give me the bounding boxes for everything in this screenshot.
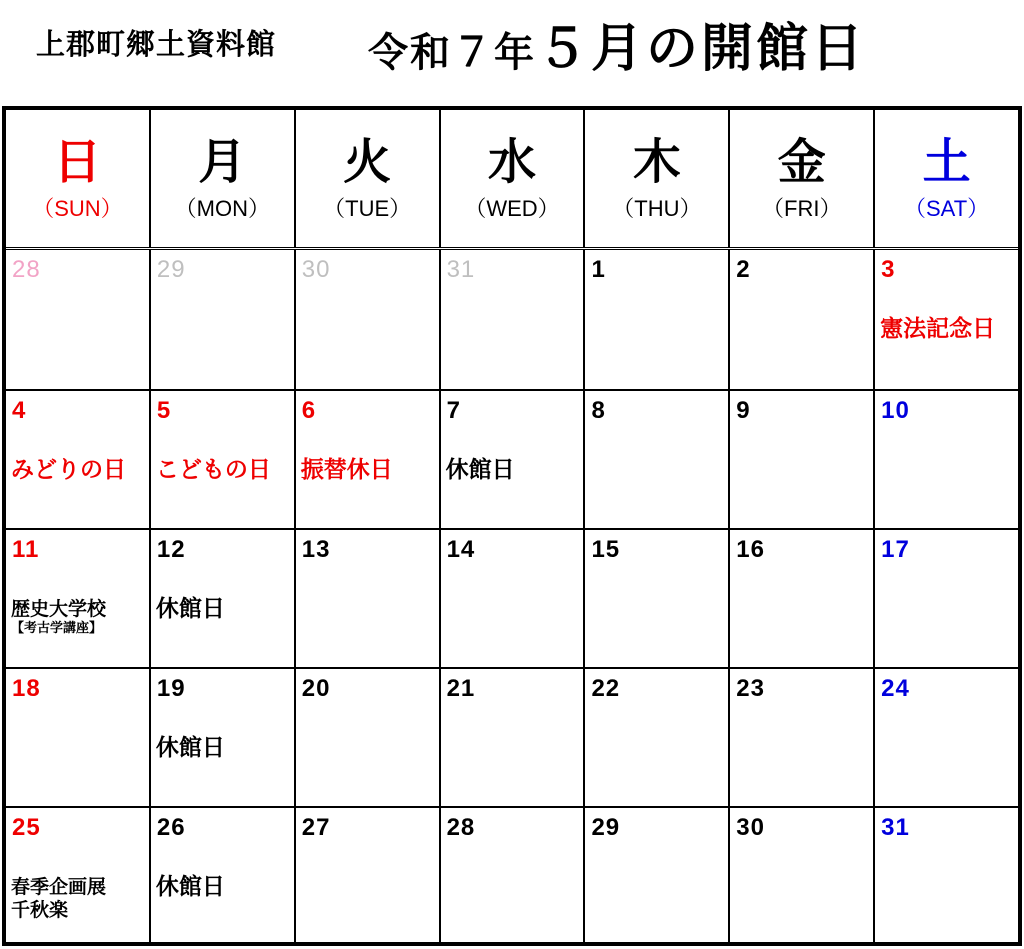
day-number: 21 [446, 675, 476, 702]
day-number: 30 [301, 256, 331, 283]
day-cell [294, 808, 439, 945]
day-number: 7 [446, 397, 461, 424]
weekday-jp: 金 [777, 133, 826, 190]
closed-label: 休館日 [155, 735, 225, 761]
day-cell [439, 669, 584, 806]
day-cell [6, 391, 149, 528]
weekday-en: （SUN） [32, 195, 123, 221]
weekday-jp: 日 [53, 133, 102, 190]
day-cell [294, 530, 439, 667]
day-cell [728, 808, 873, 945]
weekday-header-fri [728, 110, 873, 247]
day-number: 25 [12, 814, 41, 841]
holiday-label: 振替休日 [300, 457, 393, 483]
day-cell [439, 250, 584, 389]
day-number: 14 [446, 536, 476, 563]
day-number: 17 [881, 536, 910, 563]
weekday-header-row [6, 110, 1018, 250]
day-cell [728, 391, 873, 528]
day-number: 23 [736, 675, 765, 702]
day-cell [873, 808, 1018, 945]
day-number: 18 [12, 675, 41, 702]
weekday-en: （WED） [464, 195, 560, 221]
closed-label: 休館日 [155, 596, 225, 622]
day-cell [583, 530, 728, 667]
day-number: 19 [156, 675, 186, 702]
day-number: 15 [591, 536, 621, 563]
weekday-jp: 水 [488, 133, 537, 190]
day-number: 12 [156, 536, 186, 563]
weekday-jp: 月 [198, 133, 247, 190]
weekday-header-thu [583, 110, 728, 247]
day-number: 27 [301, 814, 331, 841]
museum-name: 上郡町郷土資料館 [36, 27, 277, 61]
day-cell [6, 250, 149, 389]
day-number: 10 [881, 397, 910, 424]
title-bar [0, 0, 1024, 100]
week-row-5 [6, 806, 1018, 945]
weekday-header-wed [439, 110, 584, 247]
calendar-era-year: 令和７年 [368, 30, 536, 76]
day-cell [149, 669, 294, 806]
day-cell [294, 669, 439, 806]
weekday-header-mon [149, 110, 294, 247]
day-cell [873, 250, 1018, 389]
event-label [11, 598, 106, 636]
week-row-2 [6, 389, 1018, 528]
event-label [11, 876, 106, 922]
day-number: 28 [446, 814, 476, 841]
day-number: 1 [591, 256, 606, 283]
day-number: 31 [446, 256, 476, 283]
day-cell [873, 669, 1018, 806]
day-number: 29 [156, 256, 186, 283]
day-number: 4 [12, 397, 27, 424]
event-title-line2: 千秋楽 [11, 898, 69, 921]
day-number: 31 [881, 814, 910, 841]
day-number: 30 [736, 814, 765, 841]
weekday-en: （MON） [174, 195, 270, 221]
event-title: 春季企画展 [11, 876, 107, 898]
event-subtitle: 【考古学講座】 [11, 620, 103, 636]
weekday-en: （THU） [612, 195, 702, 221]
day-cell [873, 530, 1018, 667]
holiday-label: 憲法記念日 [880, 316, 996, 342]
day-number: 9 [736, 397, 751, 424]
day-cell [6, 530, 149, 667]
weekday-header-sat [873, 110, 1018, 247]
day-number: 29 [591, 814, 621, 841]
day-cell [294, 250, 439, 389]
day-number: 2 [736, 256, 751, 283]
weekday-en: （FRI） [762, 195, 842, 221]
day-number: 20 [301, 675, 331, 702]
day-cell [583, 391, 728, 528]
holiday-label: こどもの日 [155, 457, 271, 483]
day-cell [439, 530, 584, 667]
day-cell [6, 669, 149, 806]
day-cell [149, 250, 294, 389]
day-cell [583, 250, 728, 389]
day-number: 5 [156, 397, 172, 424]
day-cell [149, 530, 294, 667]
day-cell [149, 391, 294, 528]
week-row-1 [6, 250, 1018, 389]
weekday-header-tue [294, 110, 439, 247]
day-cell [439, 808, 584, 945]
day-number: 22 [591, 675, 621, 702]
day-cell [294, 391, 439, 528]
day-cell [583, 808, 728, 945]
calendar-grid [2, 106, 1022, 946]
closed-label: 休館日 [155, 874, 225, 900]
day-number: 26 [156, 814, 186, 841]
day-number: 13 [301, 536, 331, 563]
day-cell [728, 250, 873, 389]
day-number: 24 [881, 675, 910, 702]
weekday-en: （TUE） [323, 195, 412, 221]
day-cell [6, 808, 149, 945]
weekday-jp: 土 [922, 133, 971, 190]
week-row-4 [6, 667, 1018, 806]
day-number: 28 [12, 256, 41, 283]
weekday-en: （SAT） [904, 195, 990, 221]
event-title: 歴史大学校 [11, 598, 107, 620]
day-cell [728, 669, 873, 806]
day-cell [439, 391, 584, 528]
day-cell [873, 391, 1018, 528]
day-number: 6 [301, 397, 317, 424]
weekday-jp: 火 [343, 133, 392, 190]
day-cell [149, 808, 294, 945]
closed-label: 休館日 [445, 457, 515, 483]
day-number: 8 [591, 397, 606, 424]
weekday-jp: 木 [632, 133, 681, 190]
week-row-3 [6, 528, 1018, 667]
calendar-month-label: ５月の開館日 [536, 19, 867, 79]
day-cell [728, 530, 873, 667]
day-number: 11 [12, 536, 40, 563]
holiday-label: みどりの日 [11, 457, 126, 483]
day-number: 16 [736, 536, 765, 563]
weekday-header-sun [6, 110, 149, 247]
day-number: 3 [881, 256, 896, 283]
calendar-title [368, 6, 866, 81]
day-cell [583, 669, 728, 806]
